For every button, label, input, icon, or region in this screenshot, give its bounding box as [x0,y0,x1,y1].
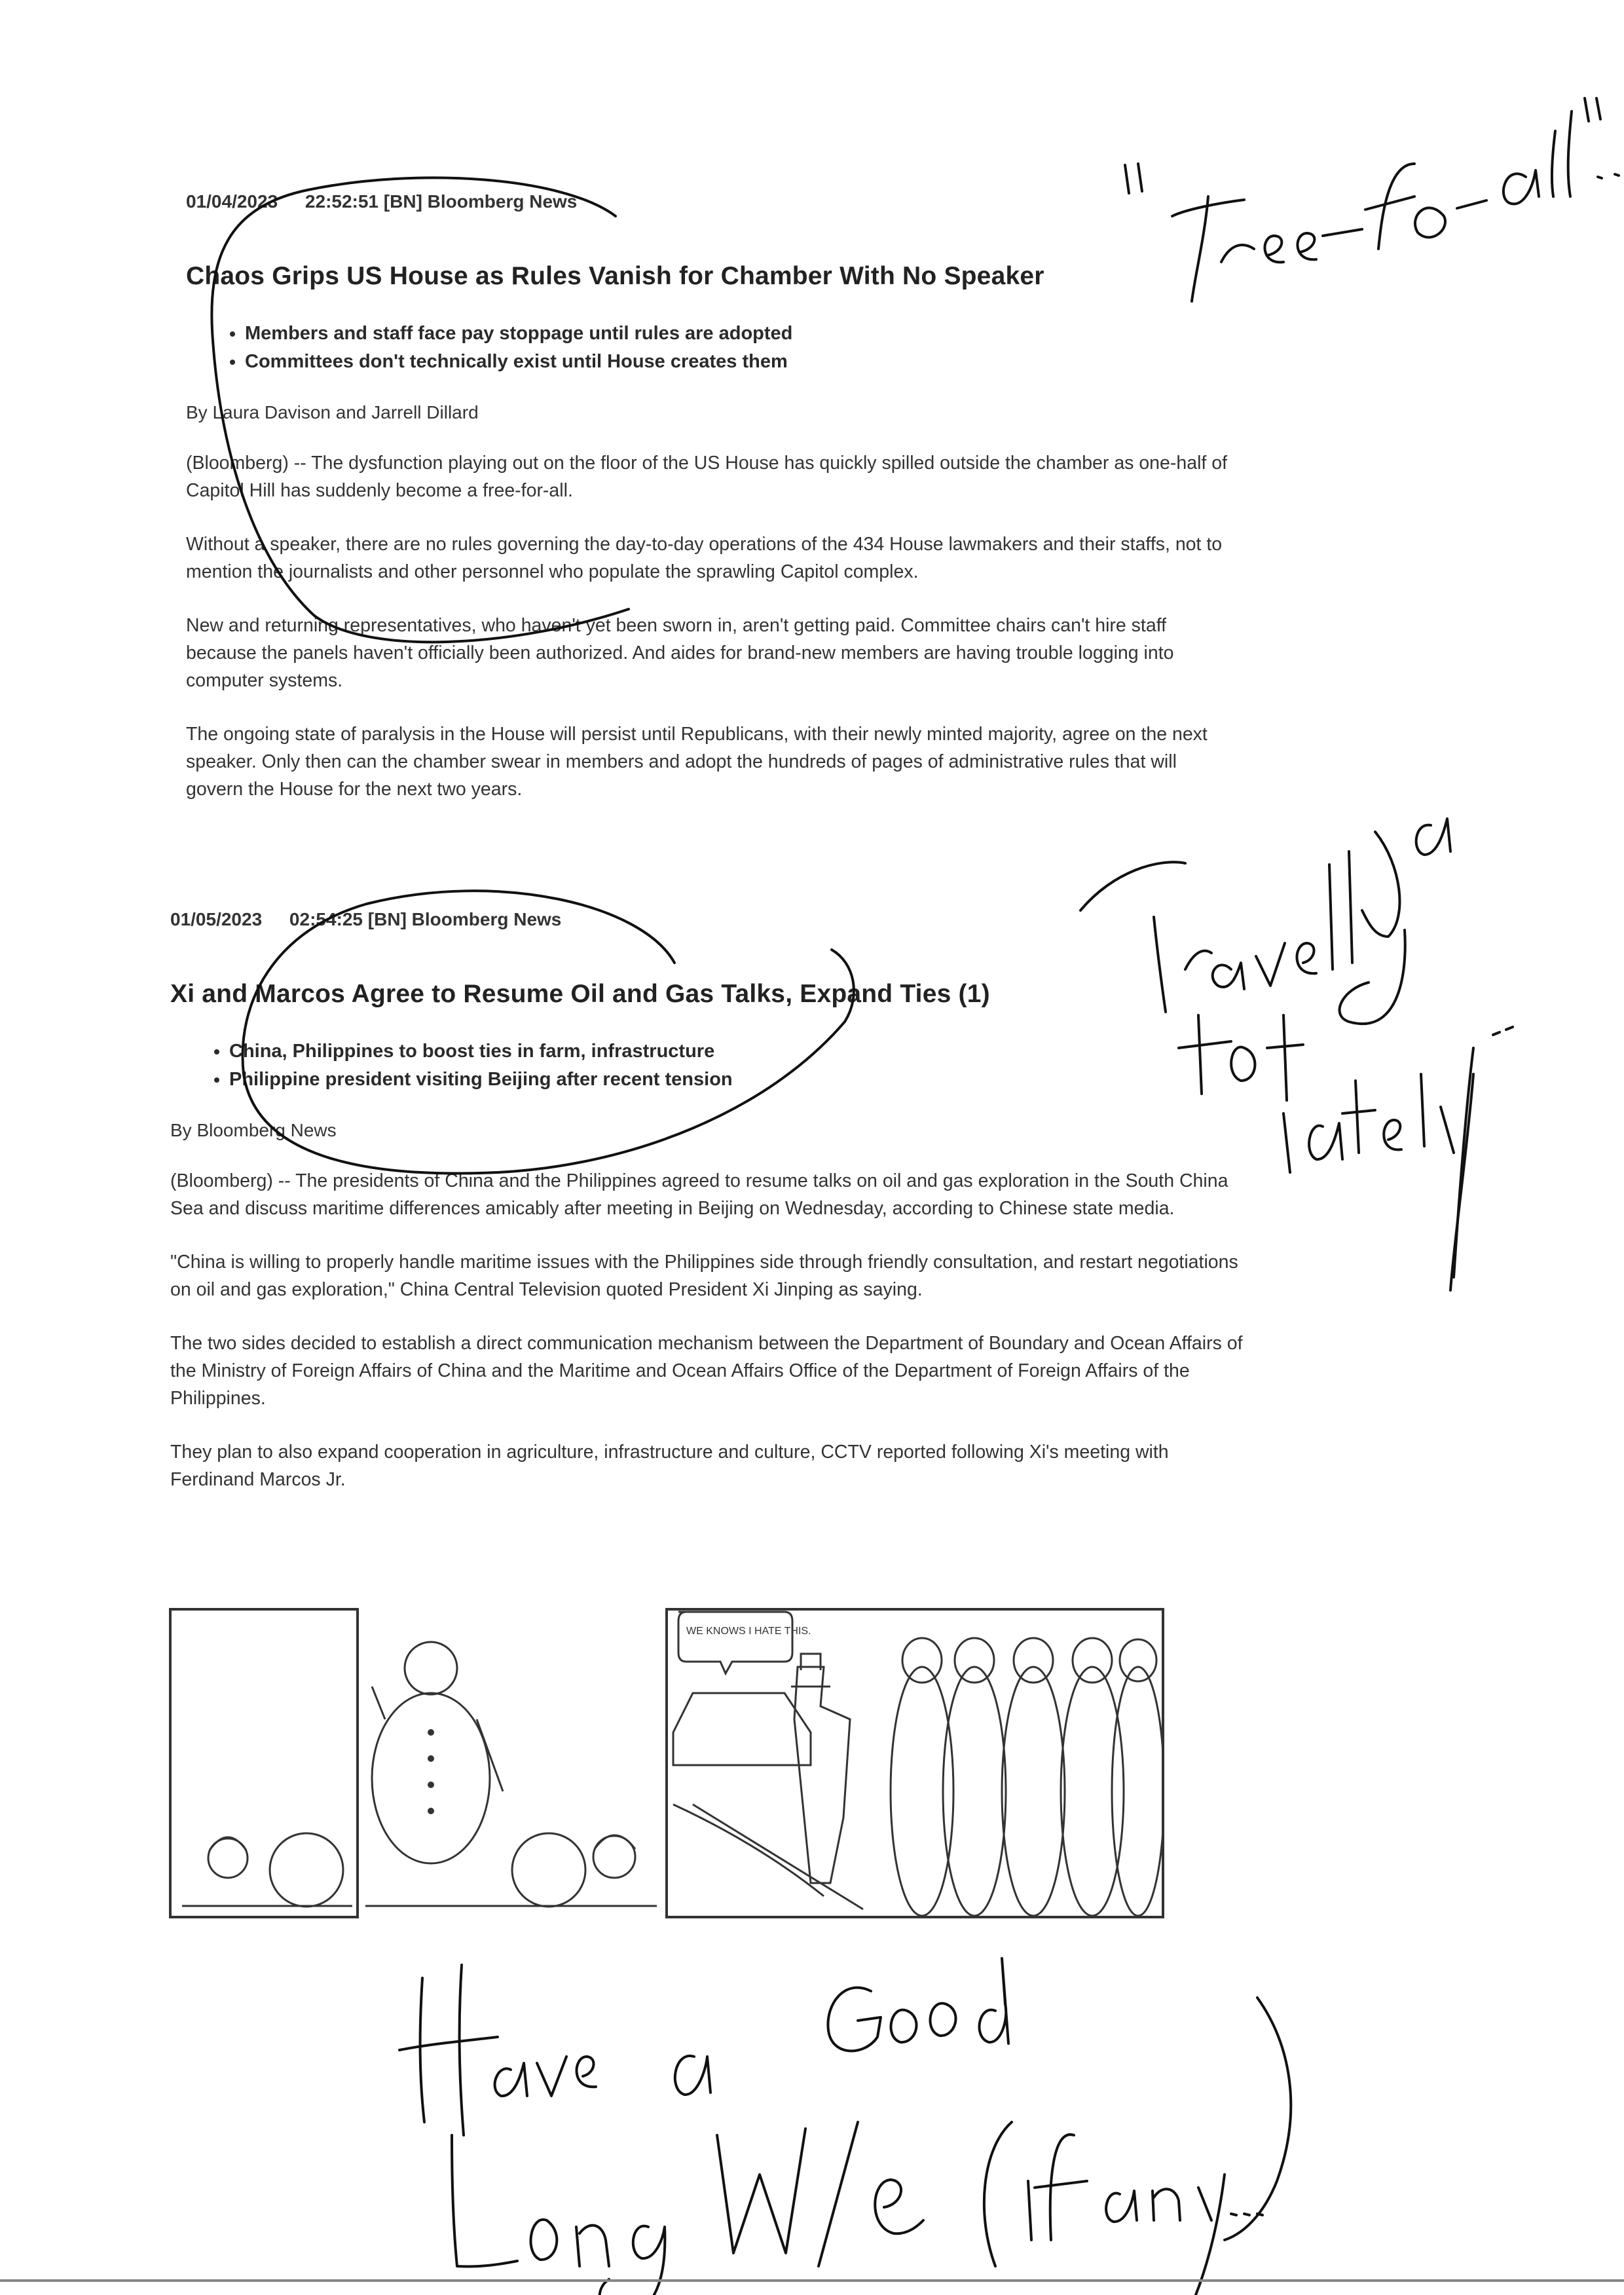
scan-edge-line [0,2279,1624,2282]
article-byline: By Bloomberg News [170,1120,337,1140]
pen-circle-1 [212,177,629,642]
article-time: 22:52:51 [304,191,379,212]
speech-bubble-text: WE KNOWS I HATE THIS. [686,1626,811,1637]
bullet-item: • Committees don't technically exist until House creates them [245,348,1234,376]
pen-circle-2 [243,891,854,1173]
article-headline: Chaos Grips US House as Rules Vanish for Chamber With No Speaker [186,262,1044,290]
article-paragraph: (Bloomberg) -- The presidents of China and the Philippines agreed to resume talks on oil and gas exploration in the South China Sea and discuss maritime differences amicably after meeting in Beijing on Wednesday, according to Chinese state media. [170,1170,1228,1219]
note-have-a-good-long-weekend [399,1958,1291,2295]
note-travelling-a-lot-lately [1080,819,1513,1290]
article-paragraph: "China is willing to properly handle maritime issues with the Philippines side through friendly consultation, and restart negotiations on oil and gas exploration," China Central Television quoted President Xi Jinping as saying. [170,1252,1238,1300]
article-paragraph: New and returning representatives, who haven't yet been sworn in, aren't getting paid. Committee chairs can't hire staff because the panels haven't officially been authorized. And aides for brand-new members are having trouble logging into computer systems. [186,615,1174,691]
article-source: [BN] Bloomberg News [383,191,578,212]
article-paragraph: The ongoing state of paralysis in the House will persist until Republicans, with their newly minted majority, agree on the next speaker. Only then can the chamber swear in members and adopt the hundreds of pages of administrative rules that will govern the House for the next two years. [186,724,1208,800]
note-free-for-all [1125,98,1619,301]
article-paragraph: They plan to also expand cooperation in agriculture, infrastructure and culture, CCTV reported following Xi's meeting with Ferdinand Marcos Jr. [170,1442,1169,1490]
article-time: 02:54:25 [289,909,363,929]
article-headline: Xi and Marcos Agree to Resume Oil and Gas Talks, Expand Ties (1) [170,980,990,1008]
article-paragraph: (Bloomberg) -- The dysfunction playing out on the floor of the US House has quickly spilled outside the chamber as one-half of Capitol Hill has suddenly become a free-for-all. [186,453,1228,501]
bullet-item: • Members and staff face pay stoppage until rules are adopted [245,320,1234,348]
article-byline: By Laura Davison and Jarrell Dillard [186,402,479,422]
article-source: [BN] Bloomberg News [367,909,562,929]
article-date: 01/05/2023 [170,909,263,929]
article-paragraph: The two sides decided to establish a direct communication mechanism between the Department of Boundary and Ocean Affairs of the Ministry of Foreign Affairs of China and the Maritime and Ocean Affairs Office of the Department of Foreign Affairs of the Philippines. [170,1333,1243,1409]
bullet-item: • China, Philippines to boost ties in farm, infrastructure [229,1037,1244,1066]
article-date: 01/04/2023 [186,191,278,212]
article-paragraph: Without a speaker, there are no rules governing the day-to-day operations of the 434 House lawmakers and their staffs, not to mention the journalists and other personnel who populate the sprawling Capitol complex. [186,534,1223,582]
bullet-item: • Philippine president visiting Beijing after recent tension [229,1066,1244,1094]
